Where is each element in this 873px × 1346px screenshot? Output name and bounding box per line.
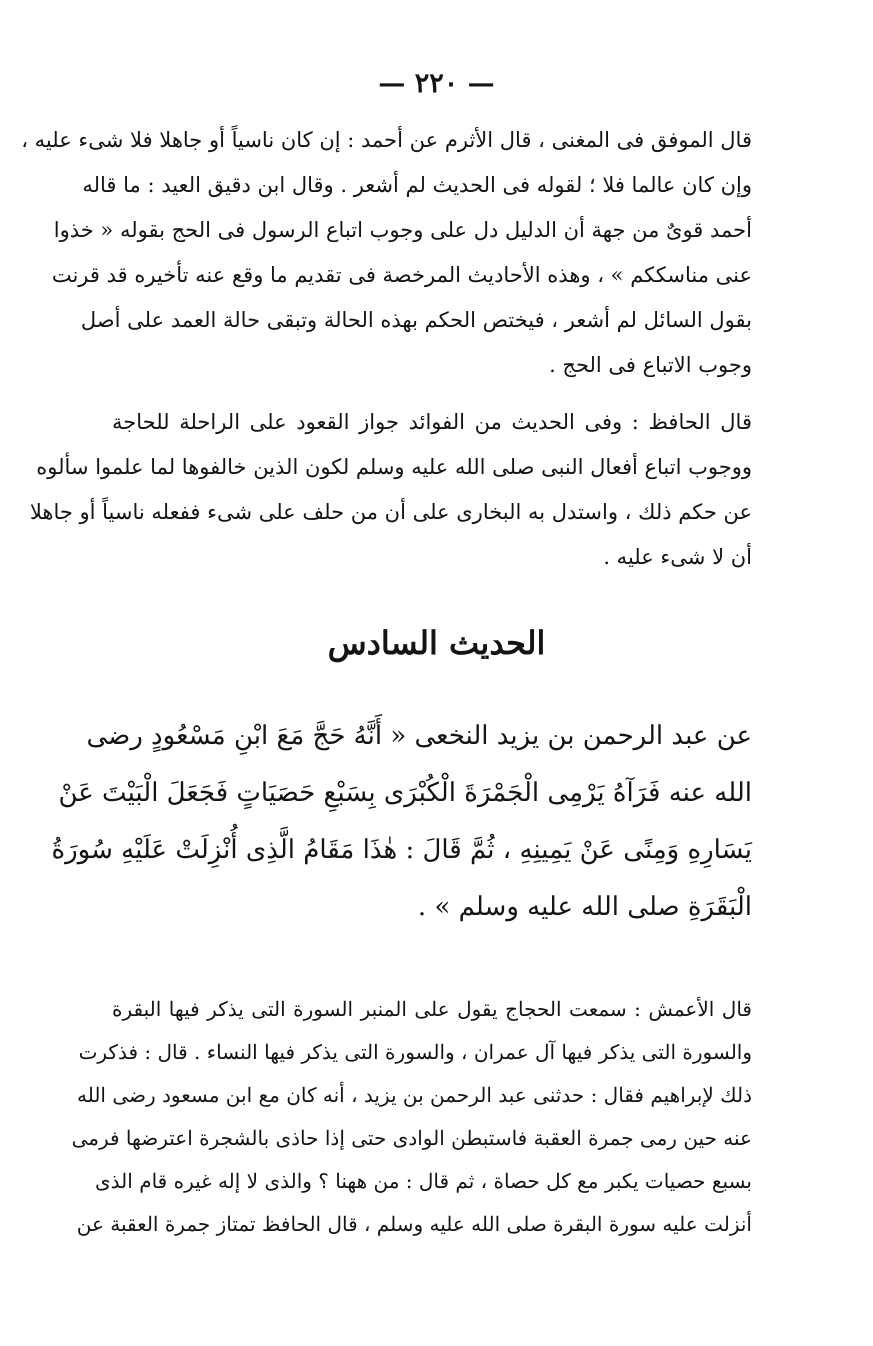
- paragraph-commentary-3: [71, 988, 752, 1246]
- text-line: قال الموفق فى المغنى ، قال الأثرم عن أحمد : إن كان ناسياً أو جاهلا فلا شىء عليه ،: [21, 128, 752, 152]
- section-heading: الحديث السادس: [327, 624, 546, 662]
- text-line: يَسَارِهِ وَمِنًى عَنْ يَمِينِهِ ، ثُمَّ قَالَ : هٰذَا مَقَامُ الَّذِى أُنْزِلَتْ عَلَيْهِ سُورَةُ: [51, 835, 752, 865]
- text-line: عن حكم ذلك ، واستدل به البخارى على أن من حلف على شىء ففعله ناسياً أو جاهلا: [29, 500, 752, 524]
- paragraph-commentary-2: [29, 400, 752, 580]
- text-line: أحمد قوىٌ من جهة أن الدليل دل على وجوب اتباع الرسول فى الحج بقوله « خذوا: [53, 218, 752, 242]
- text-line: والسورة التى يذكر فيها آل عمران ، والسورة التى يذكر فيها النساء . قال : فذكرت: [78, 1040, 752, 1064]
- text-line: الله عنه فَرَآهُ يَرْمِى الْجَمْرَةَ الْكُبْرَى بِسَبْعِ حَصَيَاتٍ فَجَعَلَ الْبَيْتَ عَنْ: [58, 778, 752, 808]
- text-line: عن عبد الرحمن بن يزيد النخعى « أَنَّهُ حَجَّ مَعَ ابْنِ مَسْعُودٍ رضى: [86, 721, 752, 751]
- text-line: وجوب الاتباع فى الحج .: [549, 353, 752, 377]
- hadith-text: [51, 708, 752, 936]
- text-line: عنه حين رمى جمرة العقبة فاستبطن الوادى حتى إذا حاذى بالشجرة اعترضها فرمى: [71, 1126, 752, 1150]
- text-line: قال الحافظ : وفى الحديث من الفوائد جواز القعود على الراحلة للحاجة: [112, 410, 752, 434]
- paragraph-commentary-1: [21, 118, 752, 388]
- text-line: قال الأعمش : سمعت الحجاج يقول على المنبر السورة التى يذكر فيها البقرة: [112, 997, 752, 1021]
- page-number: — ٢٢٠ —: [378, 68, 495, 99]
- text-line: بقول السائل لم أشعر ، فيختص الحكم بهذه الحالة وتبقى حالة العمد على أصل: [80, 308, 752, 332]
- text-line: الْبَقَرَةِ صلى الله عليه وسلم » .: [417, 892, 752, 922]
- text-line: بسبع حصيات يكبر مع كل حصاة ، ثم قال : من ههنا ؟ والذى لا إله غيره قام الذى: [95, 1169, 752, 1193]
- text-line: أن لا شىء عليه .: [603, 545, 752, 569]
- text-line: ووجوب اتباع أفعال النبى صلى الله عليه وسلم لكون الذين خالفوها لما علموا سألوه: [36, 455, 752, 479]
- text-line: أنزلت عليه سورة البقرة صلى الله عليه وسلم ، قال الحافظ تمتاز جمرة العقبة عن: [76, 1212, 752, 1236]
- text-line: وإن كان عالما فلا ؛ لقوله فى الحديث لم أشعر . وقال ابن دقيق العيد : ما قاله: [82, 173, 752, 197]
- text-line: ذلك لإبراهيم فقال : حدثنى عبد الرحمن بن يزيد ، أنه كان مع ابن مسعود رضى الله: [76, 1083, 752, 1107]
- text-line: عنى مناسككم » ، وهذه الأحاديث المرخصة فى تقديم ما وقع عنه تأخيره قد قرنت: [51, 263, 752, 287]
